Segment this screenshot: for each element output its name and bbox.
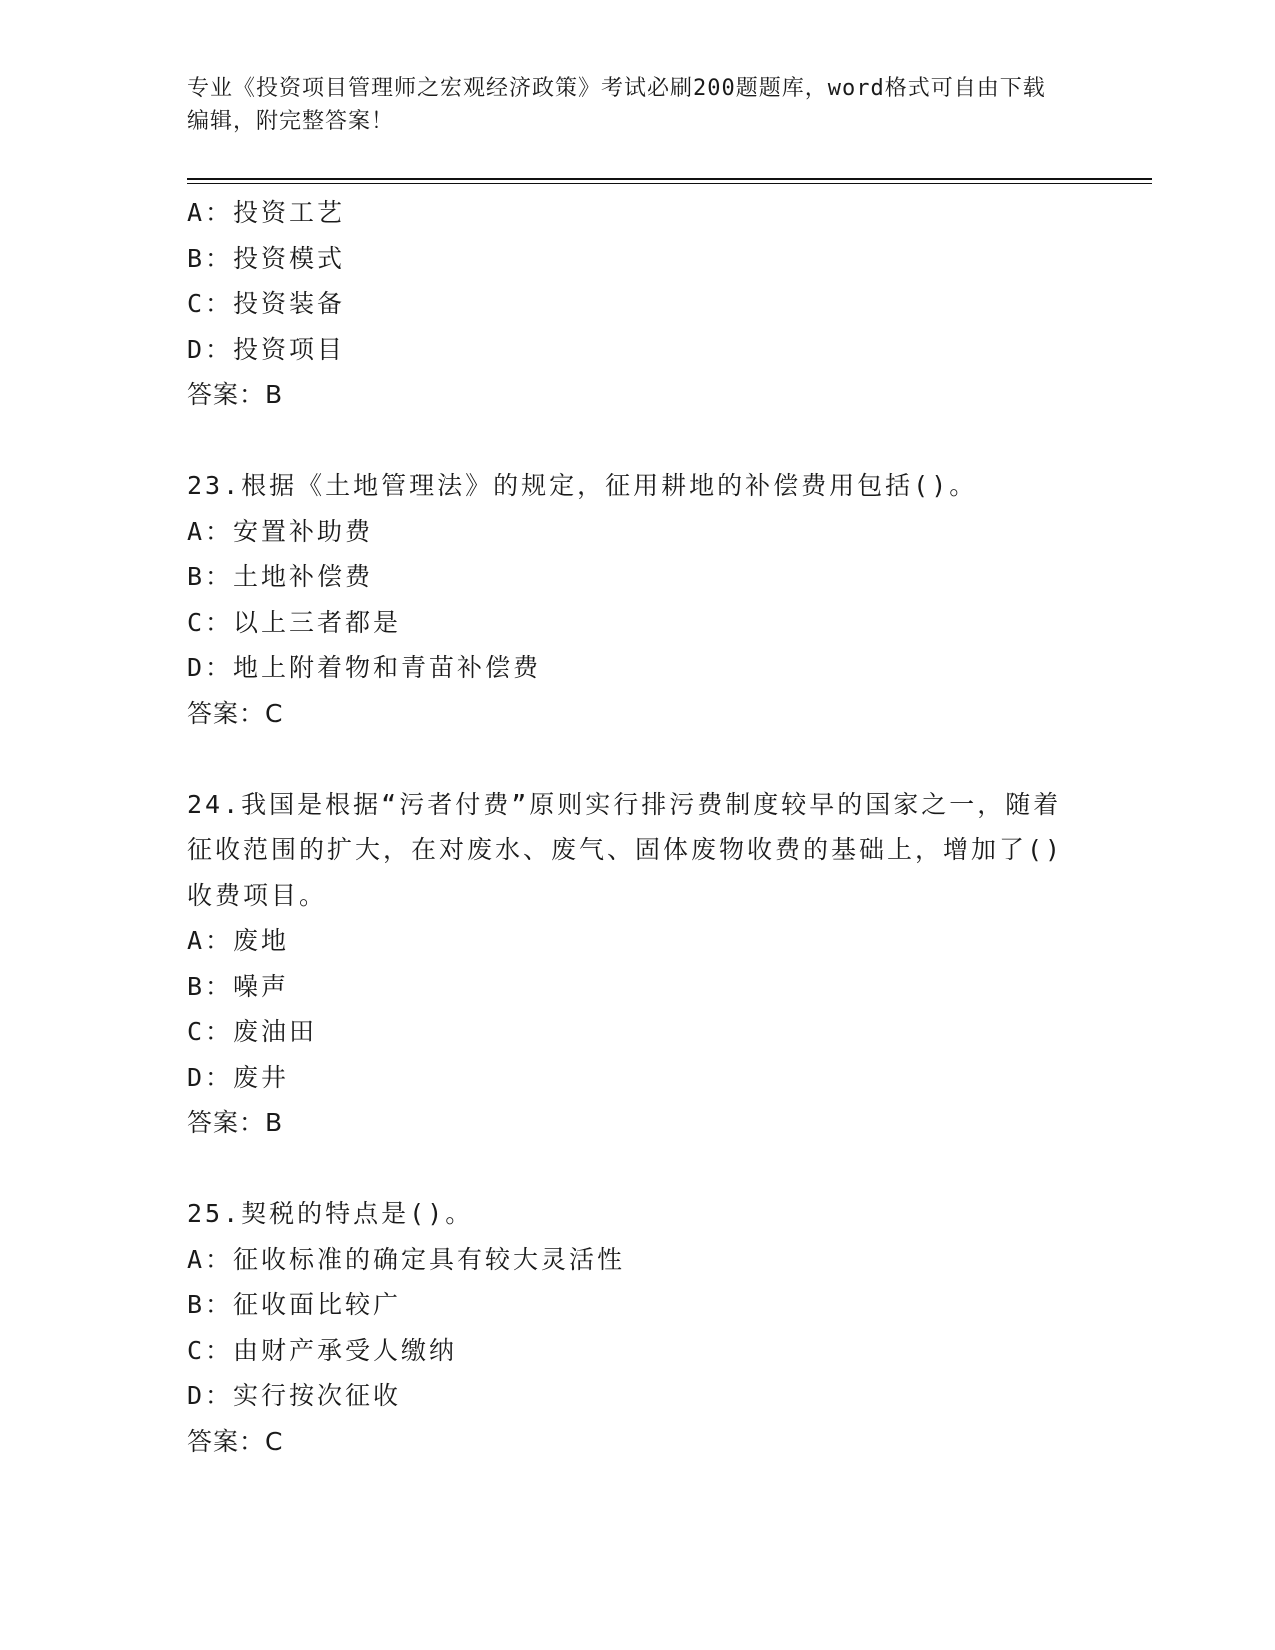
option-c: C：由财产承受人缴纳 bbox=[187, 1335, 458, 1365]
document-header bbox=[187, 72, 1067, 138]
answer-line: 答案：C bbox=[187, 698, 284, 728]
question-list bbox=[187, 190, 1087, 1464]
option-a: A：安置补助费 bbox=[187, 516, 374, 546]
option-c: C：废油田 bbox=[187, 1017, 318, 1046]
spacer bbox=[187, 418, 1087, 464]
question-23-block bbox=[187, 463, 1087, 736]
option-c: C：投资装备 bbox=[187, 289, 346, 318]
option-b: B：噪声 bbox=[187, 971, 290, 1001]
question-stem: 23.根据《土地管理法》的规定，征用耕地的补偿费用包括()。 bbox=[187, 471, 978, 500]
option-d: D：废井 bbox=[187, 1062, 290, 1092]
question-stem: 25.契税的特点是()。 bbox=[187, 1199, 474, 1228]
spacer bbox=[187, 1146, 1087, 1192]
partial-question-block bbox=[187, 190, 1087, 418]
header-divider-thick bbox=[187, 178, 1152, 180]
answer-line: 答案：B bbox=[187, 1108, 284, 1137]
option-b: B：征收面比较广 bbox=[187, 1290, 402, 1319]
answer-line: 答案：B bbox=[187, 380, 284, 409]
question-24-block bbox=[187, 782, 1087, 1146]
option-a: A：征收标准的确定具有较大灵活性 bbox=[187, 1244, 626, 1274]
option-a: A：废地 bbox=[187, 926, 290, 955]
option-a: A：投资工艺 bbox=[187, 198, 346, 227]
question-25-block bbox=[187, 1191, 1087, 1464]
spacer bbox=[187, 736, 1087, 782]
answer-line: 答案：C bbox=[187, 1426, 284, 1456]
question-stem: 24.我国是根据“污者付费”原则实行排污费制度较早的国家之一，随着征收范围的扩大，在对废水、废气、固体废物收费的基础上，增加了()收费项目。 bbox=[187, 789, 1064, 910]
option-c: C：以上三者都是 bbox=[187, 607, 402, 637]
option-b: B：土地补偿费 bbox=[187, 562, 374, 591]
header-divider-thin bbox=[187, 183, 1152, 184]
option-d: D：投资项目 bbox=[187, 334, 346, 364]
header-text: 专业《投资项目管理师之宏观经济政策》考试必刷200题题库，word格式可自由下载编辑，附完整答案！ bbox=[187, 76, 1046, 134]
option-d: D：实行按次征收 bbox=[187, 1381, 402, 1410]
option-d: D：地上附着物和青苗补偿费 bbox=[187, 653, 542, 682]
option-b: B：投资模式 bbox=[187, 243, 346, 273]
